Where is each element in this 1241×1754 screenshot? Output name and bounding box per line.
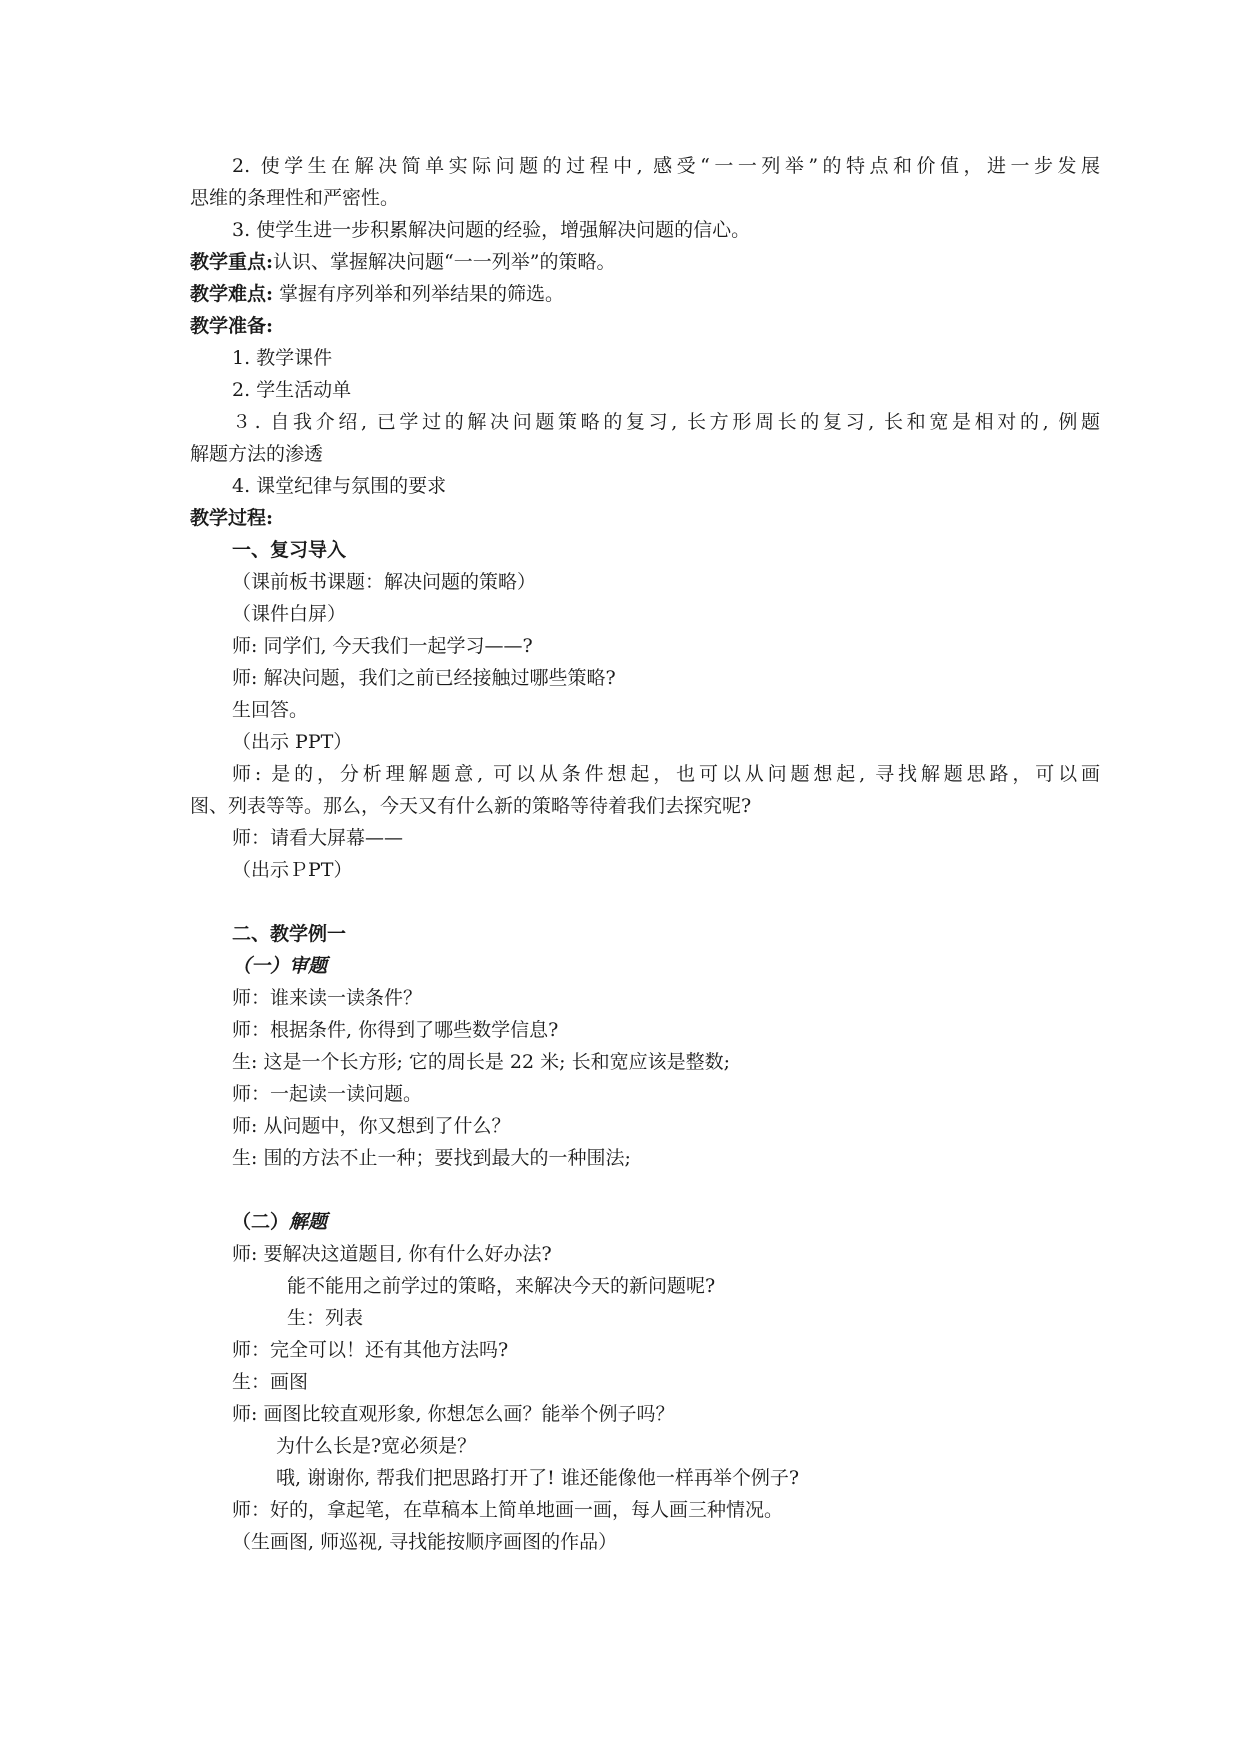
dialogue-13: 为什么长是?宽必须是？ [276,1435,477,1457]
teacher-line-4: 师：请看大屏幕—— [232,827,404,849]
key-points-text: 认识、掌握解决问题“一一列举”的策略。 [273,251,616,273]
section-1-heading: 一、复习导入 [232,539,347,561]
note-board-title: （课前板书课题：解决问题的策略） [232,571,537,593]
key-points-line [190,246,615,278]
dialogue-1: 师：谁来读一读条件？ [232,987,423,1009]
dialogue-8: 能不能用之前学过的策略，来解决今天的新问题呢? [287,1275,716,1297]
note-white-screen: （课件白屏） [232,603,347,625]
preparation-item-3-line-2: 解题方法的渗透 [190,443,324,465]
dialogue-7: 师: 要解决这道题目, 你有什么好办法? [232,1243,552,1265]
note-show-ppt: （出示 PPT） [232,731,353,753]
preparation-item-2: 2. 学生活动单 [232,379,352,401]
objective-3: 3. 使学生进一步积累解决问题的经验，增强解决问题的信心。 [232,219,751,241]
teacher-line-1: 师: 同学们, 今天我们一起学习——? [232,635,533,657]
preparation-item-3-line-1: ３. 自我介绍, 已学过的解决问题策略的复习, 长方形周长的复习, 长和宽是相对的, 例题 [232,411,1100,433]
preparation-item-4: 4. 课堂纪律与氛围的要求 [232,475,447,497]
dialogue-12: 师: 画图比较直观形象, 你想怎么画？能举个例子吗？ [232,1403,675,1425]
dialogue-9: 生：列表 [287,1307,364,1329]
difficulties-text: 掌握有序列举和列举结果的筛选。 [279,283,565,305]
subsection-2-title: 解题 [289,1211,328,1233]
section-2-heading: 二、教学例一 [232,923,347,945]
note-drawing: （生画图, 师巡视, 寻找能按顺序画图的作品） [232,1531,618,1553]
dialogue-6: 生: 围的方法不止一种；要找到最大的一种围法; [232,1147,631,1169]
subsection-2-number: （二） [232,1211,290,1233]
subsection-1-heading: （一）审题 [232,955,328,977]
dialogue-5: 师: 从问题中，你又想到了什么？ [232,1115,511,1137]
objective-2-line-2: 思维的条理性和严密性。 [190,187,400,209]
difficulties-line [190,278,564,310]
dialogue-2: 师：根据条件, 你得到了哪些数学信息? [232,1019,559,1041]
preparation-heading: 教学准备: [190,315,274,337]
dialogue-14: 哦, 谢谢你, 帮我们把思路打开了! 谁还能像他一样再举个例子? [276,1467,800,1489]
note-show-ppt-2: （出示ＰPT） [232,859,353,881]
dialogue-3: 生: 这是一个长方形; 它的周长是 22 米; 长和宽应该是整数; [232,1051,730,1073]
process-heading: 教学过程: [190,507,274,529]
key-points-heading: 教学重点: [190,251,274,273]
subsection-2-heading [232,1206,327,1238]
difficulties-heading: 教学难点: [190,283,274,305]
preparation-item-1: 1. 教学课件 [232,347,333,369]
student-answer: 生回答。 [232,699,309,721]
dialogue-15: 师：好的，拿起笔，在草稿本上简单地画一画，每人画三种情况。 [232,1499,784,1521]
teacher-line-2: 师: 解决问题，我们之前已经接触过哪些策略? [232,667,616,689]
teacher-line-3-part-1: 师: 是的，分析理解题意, 可以从条件想起，也可以从问题想起, 寻找解题思路，可以画 [232,763,1100,785]
dialogue-4: 师：一起读一读问题。 [232,1083,423,1105]
objective-2-line-1: 2. 使学生在解决简单实际问题的过程中, 感受“一一列举”的特点和价值，进一步发展 [232,155,1100,177]
dialogue-11: 生：画图 [232,1371,309,1393]
teacher-line-3-part-2: 图、列表等等。那么，今天又有什么新的策略等待着我们去探究呢? [190,795,752,817]
dialogue-10: 师：完全可以！还有其他方法吗? [232,1339,509,1361]
